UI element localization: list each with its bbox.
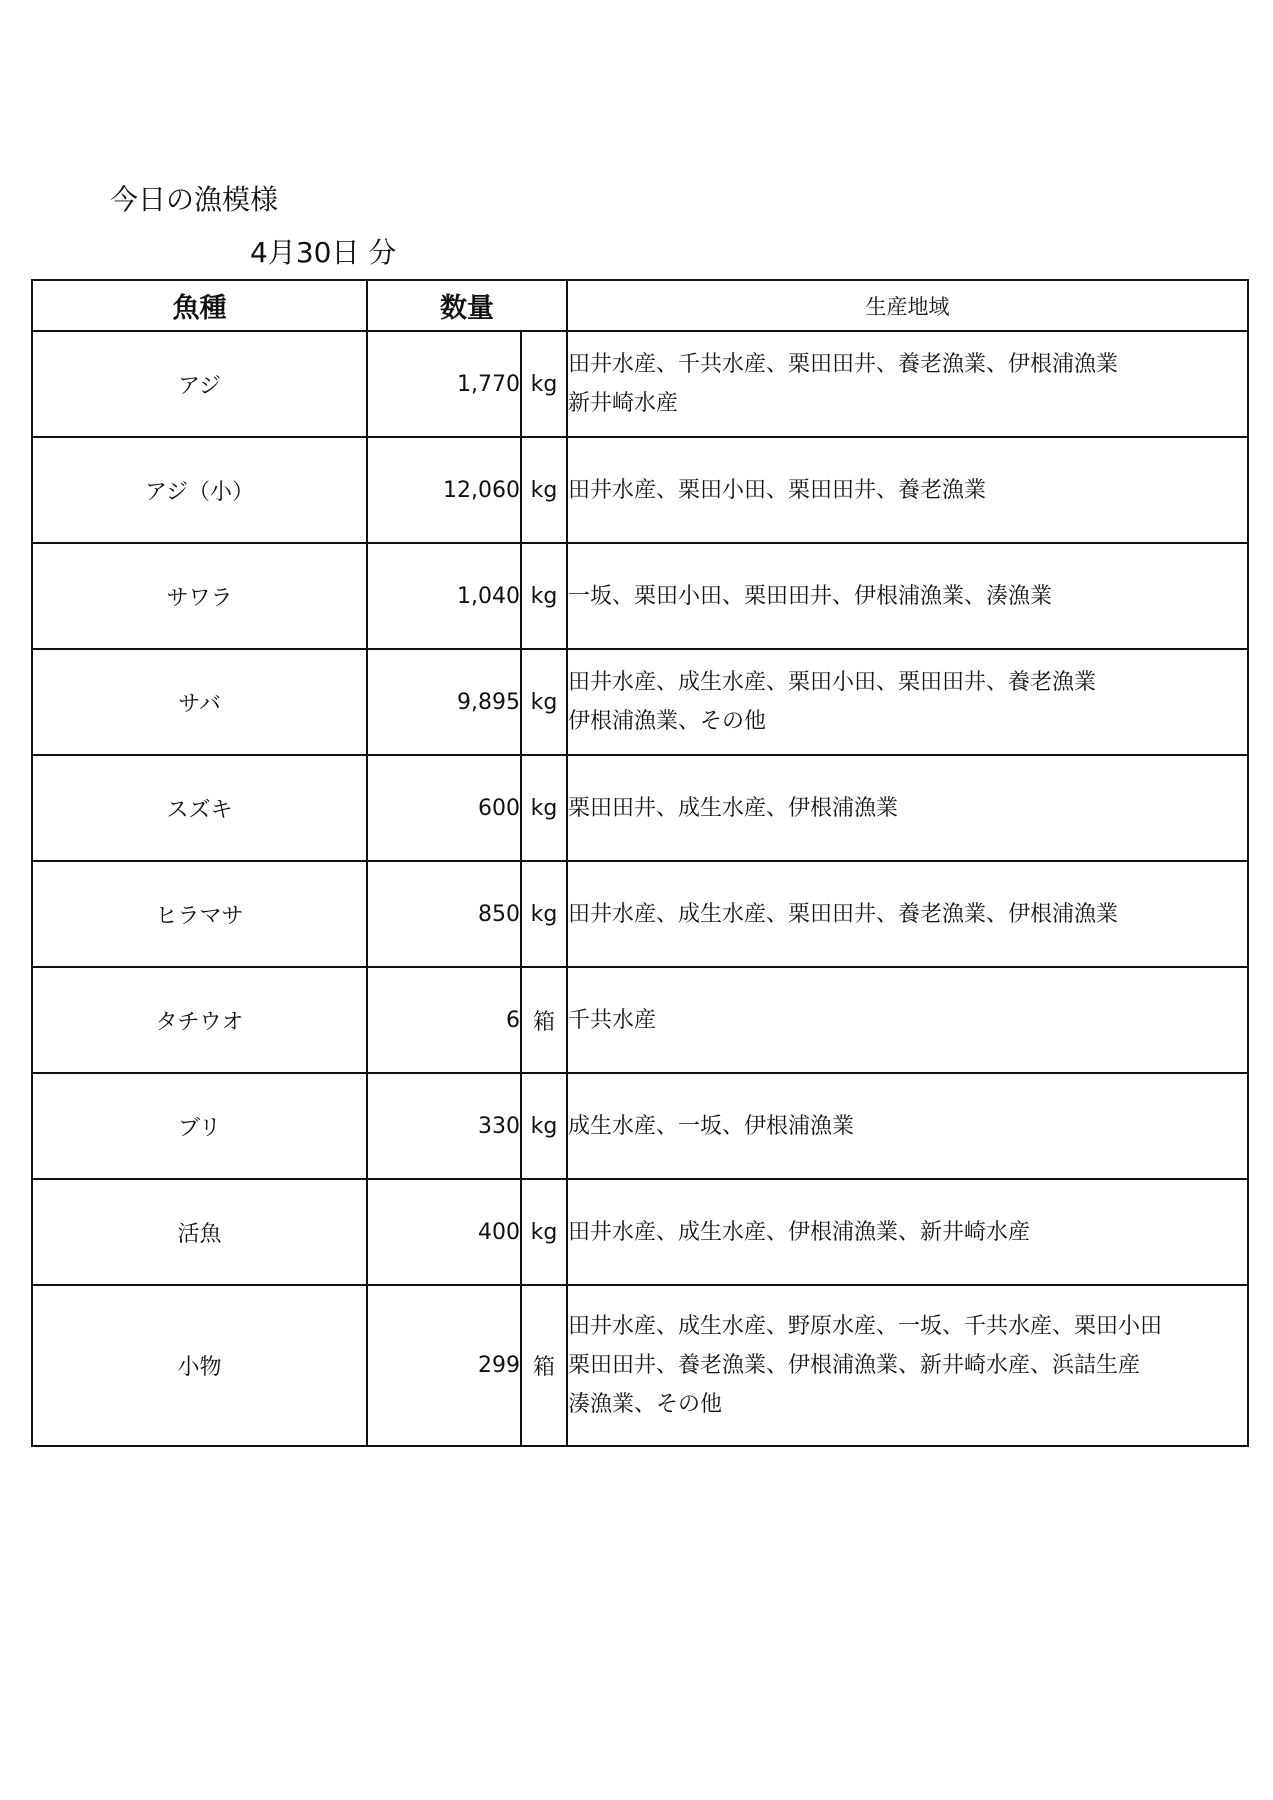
region-line: 田井水産、成生水産、伊根浦漁業、新井崎水産 — [568, 1219, 1031, 1245]
unit-cell: kg — [521, 437, 567, 543]
quantity-cell: 9,895 — [367, 649, 521, 755]
fish-cell: ブリ — [32, 1073, 367, 1179]
fish-cell: タチウオ — [32, 967, 367, 1073]
table-row — [32, 1179, 1248, 1285]
region-line: 一坂、栗田小田、栗田田井、伊根浦漁業、湊漁業 — [568, 583, 1053, 609]
region-cell — [567, 331, 1248, 437]
fish-cell: アジ（小） — [32, 437, 367, 543]
table-row — [32, 755, 1248, 861]
region-cell — [567, 755, 1248, 861]
unit-cell: 箱 — [521, 1285, 567, 1446]
table-row — [32, 649, 1248, 755]
quantity-cell: 600 — [367, 755, 521, 861]
region-line: 栗田田井、成生水産、伊根浦漁業 — [568, 795, 899, 821]
unit-cell: kg — [521, 861, 567, 967]
unit-cell: 箱 — [521, 967, 567, 1073]
table-row — [32, 331, 1248, 437]
fish-cell: ヒラマサ — [32, 861, 367, 967]
quantity-cell: 12,060 — [367, 437, 521, 543]
region-cell — [567, 649, 1248, 755]
table-row — [32, 1073, 1248, 1179]
catch-table — [31, 279, 1249, 1447]
fish-cell: アジ — [32, 331, 367, 437]
header-production-region: 生産地域 — [567, 280, 1248, 331]
unit-cell: kg — [521, 1179, 567, 1285]
region-cell — [567, 437, 1248, 543]
fish-cell: サワラ — [32, 543, 367, 649]
region-cell — [567, 1073, 1248, 1179]
header-quantity: 数量 — [367, 280, 567, 331]
quantity-cell: 400 — [367, 1179, 521, 1285]
region-cell — [567, 967, 1248, 1073]
fish-cell: 小物 — [32, 1285, 367, 1446]
region-line: 田井水産、千共水産、栗田田井、養老漁業、伊根浦漁業 — [568, 352, 1119, 377]
fish-cell: サバ — [32, 649, 367, 755]
unit-cell: kg — [521, 1073, 567, 1179]
quantity-cell: 330 — [367, 1073, 521, 1179]
fish-cell: 活魚 — [32, 1179, 367, 1285]
region-line: 田井水産、栗田小田、栗田田井、養老漁業 — [568, 477, 987, 503]
region-line: 田井水産、成生水産、野原水産、一坂、千共水産、栗田小田 — [568, 1314, 1163, 1339]
page-title: 今日の漁模様 — [110, 183, 279, 216]
unit-cell: kg — [521, 649, 567, 755]
quantity-cell: 299 — [367, 1285, 521, 1446]
region-cell — [567, 1179, 1248, 1285]
table-row — [32, 967, 1248, 1073]
unit-cell: kg — [521, 755, 567, 861]
report-date: 4月30日 分 — [250, 236, 397, 269]
quantity-cell: 1,040 — [367, 543, 521, 649]
unit-cell: kg — [521, 331, 567, 437]
quantity-cell: 6 — [367, 967, 521, 1073]
region-line: 田井水産、成生水産、栗田小田、栗田田井、養老漁業 — [568, 670, 1097, 695]
region-cell — [567, 861, 1248, 967]
table-row — [32, 1285, 1248, 1446]
region-line: 千共水産 — [568, 1007, 657, 1033]
region-cell — [567, 1285, 1248, 1446]
region-line: 田井水産、成生水産、栗田田井、養老漁業、伊根浦漁業 — [568, 901, 1119, 927]
quantity-cell: 1,770 — [367, 331, 521, 437]
region-line: 湊漁業、その他 — [568, 1392, 723, 1417]
region-line: 栗田田井、養老漁業、伊根浦漁業、新井崎水産、浜詰生産 — [568, 1353, 1141, 1378]
region-cell — [567, 543, 1248, 649]
fish-cell: スズキ — [32, 755, 367, 861]
region-line: 成生水産、一坂、伊根浦漁業 — [568, 1113, 855, 1139]
table-row — [32, 543, 1248, 649]
table-row — [32, 861, 1248, 967]
header-fish-species: 魚種 — [32, 280, 367, 331]
table-row — [32, 437, 1248, 543]
region-line: 伊根浦漁業、その他 — [568, 709, 767, 734]
region-line: 新井崎水産 — [568, 391, 679, 416]
table-header-row — [32, 280, 1248, 331]
unit-cell: kg — [521, 543, 567, 649]
quantity-cell: 850 — [367, 861, 521, 967]
